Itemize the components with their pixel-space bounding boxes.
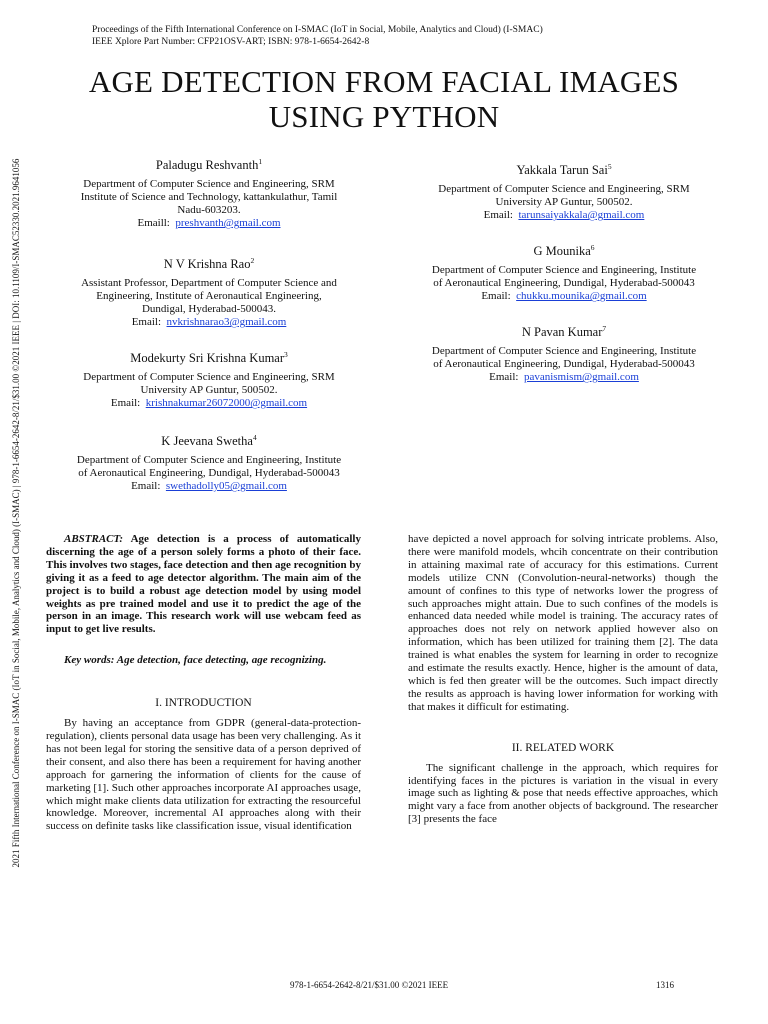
author-email: Email: swethadolly05@gmail.com [131,480,287,493]
abstract-text: Age detection is a process of automatically discerning the age of a person solely forms a photo of their face. This involves two stages, face detection and then age recognition by giving it as a feed to age detector algorithm. The main aim of the project is to build a robust age detection model by using model weights as pre trained model and use it to predict the age of the person in an image. This research work will use webcam feed as input to get live results. [46,533,361,636]
author-affiliation: University AP Guntur, 500502. [495,196,633,209]
email-link[interactable]: preshvanth@gmail.com [175,217,281,230]
author-affiliation: of Aeronautical Engineering, Dundigal, Hyderabad-500043 [433,277,695,290]
author-affiliation: Nadu-603203. [177,204,241,217]
header-line-2: IEEE Xplore Part Number: CFP21OSV-ART; ISBN: 978-1-6654-2642-8 [92,37,370,47]
author-name: N Pavan Kumar$^7$ [521,324,607,340]
author-affiliation: of Aeronautical Engineering, Dundigal, Hyderabad-500043 [78,467,340,480]
email-link[interactable]: nvkrishnarao3@gmail.com [166,316,287,329]
section-heading-related-work: II. RELATED WORK [511,741,615,754]
related-work-text: The significant challenge in the approach, which requires for identifying faces in the pictures is variation in the visual in every image such as lighting & pose that needs effective approaches, which might vary a face from another objects of background. The researcher [3] presents the face [408,761,718,826]
author-affiliation: Assistant Professor, Department of Computer Science and [81,277,337,290]
footer-copyright: 978-1-6654-2642-8/21/$31.00 ©2021 IEEE [290,980,449,990]
title-line-1: AGE DETECTION FROM FACIAL IMAGES [88,64,680,99]
author-name: K Jeevana Swetha$^4$ [161,433,257,449]
page-number: 1316 [656,980,674,990]
author-block-6 [396,240,732,303]
conference-header [92,24,543,48]
email-link[interactable]: tarunsaiyakkala@gmail.com [518,209,645,222]
introduction-text: By having an acceptance from GDPR (general-data-protection-regulation), clients personal data usage has been very challenging. As it has not been legal for storing the sensitive data of a person deprived of their consent, and also there has been a requirement for having another approach for garnering the information of clients for the cause of marketing [1]. Such other approaches incorporate AI approaches usage, which might make clients data utilization for extracting the resourceful knowledge. Moreover, incremental AI approaches along with their success on definite tasks like classification issue, visual identification [46,717,361,833]
author-affiliation: University AP Guntur, 500502. [140,384,278,397]
left-column [46,533,361,833]
author-block-5 [396,159,732,222]
email-link[interactable]: krishnakumar26072000@gmail.com [145,397,308,410]
abstract [46,533,361,636]
introduction-continued: have depicted a novel approach for solving intricate problems. Also, there were manifold models, whcih concentrate on their contribution in attaining maximal rate of accuracy for this estimations. Current models utilize CNN (Convolution-neural-networks) though the amount of confines to this type of networks lower the progress of such approaches might attain. Due to such confines of the models is enhanced data needed while model is training. The accuracy rates of approaches does not rely on network applied however also on information, which has been utilized for training them [2]. The data trained is what enables the system for learning in order to recognize and estimate the results exactly. Hence, higher is the amount of data, which is fed then greater will be the outcomes. Such impact directly the results as approach is having lower information for working with that makes it difficult for estimating. [408,533,718,713]
author-affiliation: Institute of Science and Technology, kattankulathur, Tamil [80,191,338,204]
author-name: N V Krishna Rao$^2$ [163,256,255,272]
author-block-1 [40,154,378,230]
author-email: Emaill: preshvanth@gmail.com [137,217,281,230]
author-block-2 [40,253,378,329]
author-block-7 [396,321,732,384]
author-email: Email: krishnakumar26072000@gmail.com [110,397,308,410]
keywords: Key words: Age detection, face detecting, age recognizing. [64,654,327,667]
author-affiliation: Department of Computer Science and Engineering, Institute [76,454,342,467]
email-link[interactable]: pavanismism@gmail.com [523,371,639,384]
author-affiliation: Engineering, Institute of Aeronautical Engineering, [96,290,322,303]
author-affiliation: Dundigal, Hyderabad-500043. [141,303,277,316]
author-name: Modekurty Sri Krishna Kumar$^3$ [130,350,288,366]
author-name: Yakkala Tarun Sai$^5$ [516,162,612,178]
author-name: G Mounika$^6$ [533,243,595,259]
author-email: Email: chukku.mounika@gmail.com [481,290,647,303]
author-affiliation: Department of Computer Science and Engineering, Institute [431,345,697,358]
header-line-1: Proceedings of the Fifth International Conference on I-SMAC (IoT in Social, Mobile, Analytics and Cloud) (I-SMAC) [92,25,543,35]
author-affiliation: Department of Computer Science and Engineering, SRM [438,183,690,196]
author-name: Paladugu Reshvanth$^1$ [155,157,263,173]
email-link[interactable]: chukku.mounika@gmail.com [516,290,647,303]
author-block-3 [40,347,378,410]
author-affiliation: Department of Computer Science and Engineering, SRM [83,178,335,191]
author-affiliation: of Aeronautical Engineering, Dundigal, Hyderabad-500043 [433,358,695,371]
author-email: Email: nvkrishnarao3@gmail.com [131,316,287,329]
author-email: Email: tarunsaiyakkala@gmail.com [483,209,645,222]
section-heading-introduction: I. INTRODUCTION [155,697,252,710]
paper-title [40,64,728,134]
side-citation-strip: 2021 Fifth International Conference on I-SMAC (IoT in Social, Mobile, Analytics and Cloud) (I-SMAC) | 978-1-6654-2642-8/21/$31.00 ©2021 IEEE | DOI: 10.1109/I-SMAC52330.2021.9641056 [11,158,21,868]
right-column [408,533,718,826]
author-email: Email: pavanismism@gmail.com [489,371,639,384]
email-link[interactable]: swethadolly05@gmail.com [165,480,287,493]
author-affiliation: Department of Computer Science and Engineering, SRM [83,371,335,384]
title-line-2: USING PYTHON [268,99,500,134]
author-block-4 [40,430,378,493]
abstract-label: ABSTRACT: [64,533,124,545]
author-affiliation: Department of Computer Science and Engineering, Institute [431,264,697,277]
